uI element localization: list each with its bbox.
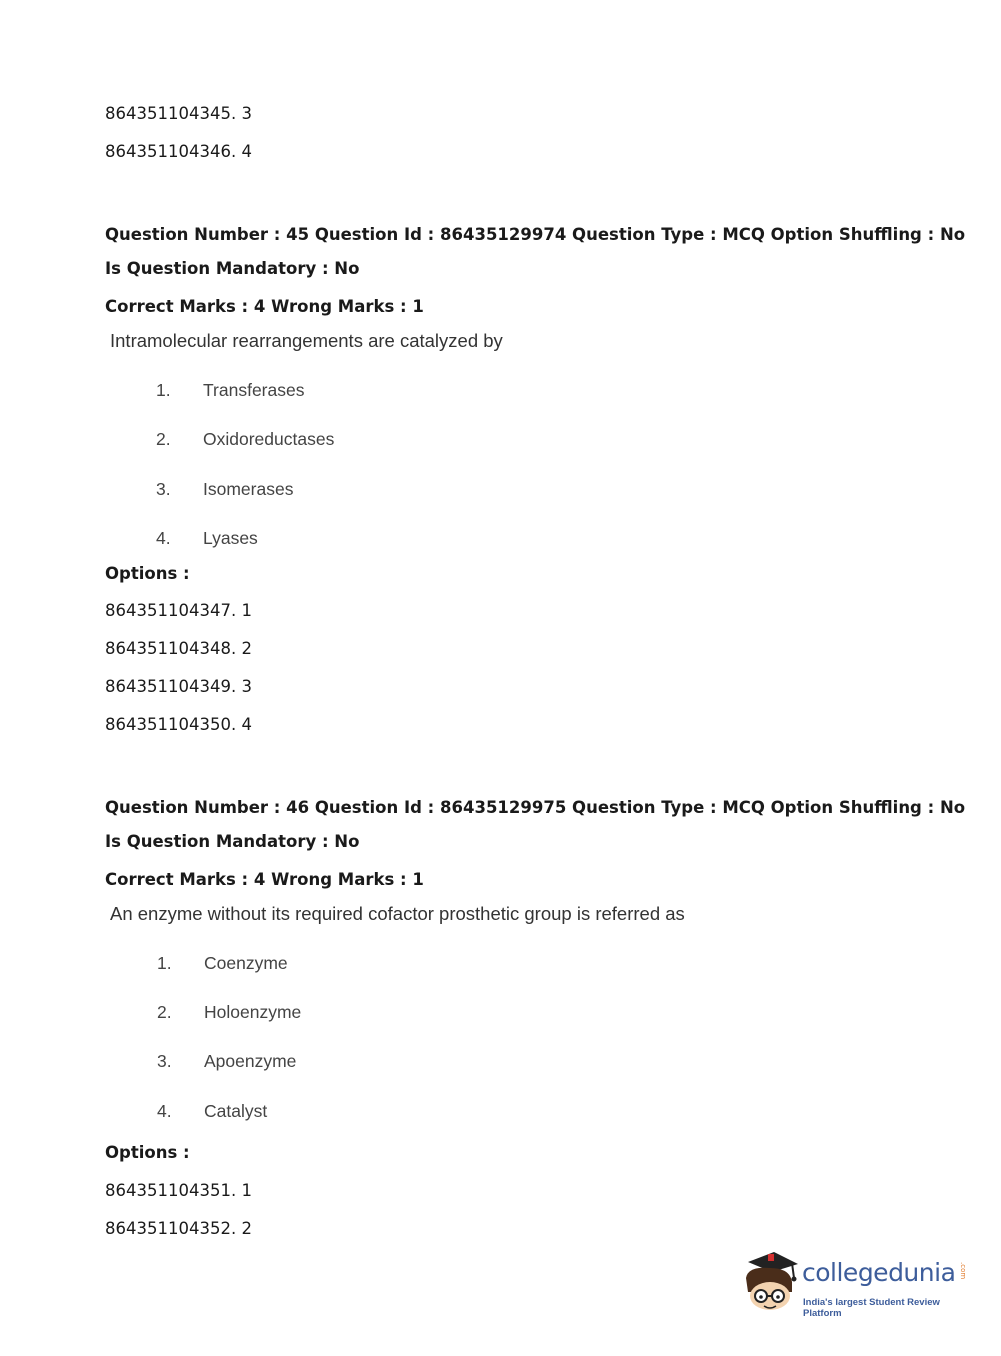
option-line: 864351104348. 2 [105,639,252,658]
choice-label: Holoenzyme [204,1002,302,1022]
choice-label: Catalyst [204,1101,268,1121]
option-line: 864351104351. 1 [105,1181,252,1200]
choice-number: 3. [157,1051,172,1071]
choice-label: Coenzyme [204,953,288,973]
option-line: 864351104349. 3 [105,677,252,696]
options-heading: Options : [105,564,190,583]
choice-number: 1. [156,380,171,400]
choice-label: Isomerases [203,479,294,499]
brand-name: collegedunia [802,1258,956,1287]
options-heading: Options : [105,1143,190,1162]
choice-label: Apoenzyme [204,1051,297,1071]
choice-label: Oxidoreductases [203,429,335,449]
option-line: 864351104352. 2 [105,1219,252,1238]
choice-number: 1. [157,953,172,973]
choice-number: 2. [156,429,171,449]
brand-tagline: India's largest Student Review Platform [803,1297,940,1319]
option-line: 864351104347. 1 [105,601,252,620]
question-marks: Correct Marks : 4 Wrong Marks : 1 [105,870,424,889]
choice-number: 4. [157,1101,172,1121]
question-text: Intramolecular rearrangements are catalyzed by [110,330,503,351]
question-marks: Correct Marks : 4 Wrong Marks : 1 [105,297,424,316]
choice-number: 3. [156,479,171,499]
question-text: An enzyme without its required cofactor prosthetic group is referred as [110,903,685,924]
question-meta: Question Number : 45 Question Id : 86435129974 Question Type : MCQ Option Shuffling : No [105,225,966,244]
brand-suffix: .com [959,1262,967,1280]
question-mandatory: Is Question Mandatory : No [105,259,360,278]
option-line: 864351104350. 4 [105,715,252,734]
mascot-icon [740,1248,802,1320]
choice-label: Transferases [203,380,305,400]
question-meta: Question Number : 46 Question Id : 86435129975 Question Type : MCQ Option Shuffling : No [105,798,966,817]
option-line: 864351104346. 4 [105,142,252,161]
choice-label: Lyases [203,528,258,548]
collegedunia-logo [740,1248,980,1320]
option-line: 864351104345. 3 [105,104,252,123]
choice-number: 4. [156,528,171,548]
choice-number: 2. [157,1002,172,1022]
question-mandatory: Is Question Mandatory : No [105,832,360,851]
